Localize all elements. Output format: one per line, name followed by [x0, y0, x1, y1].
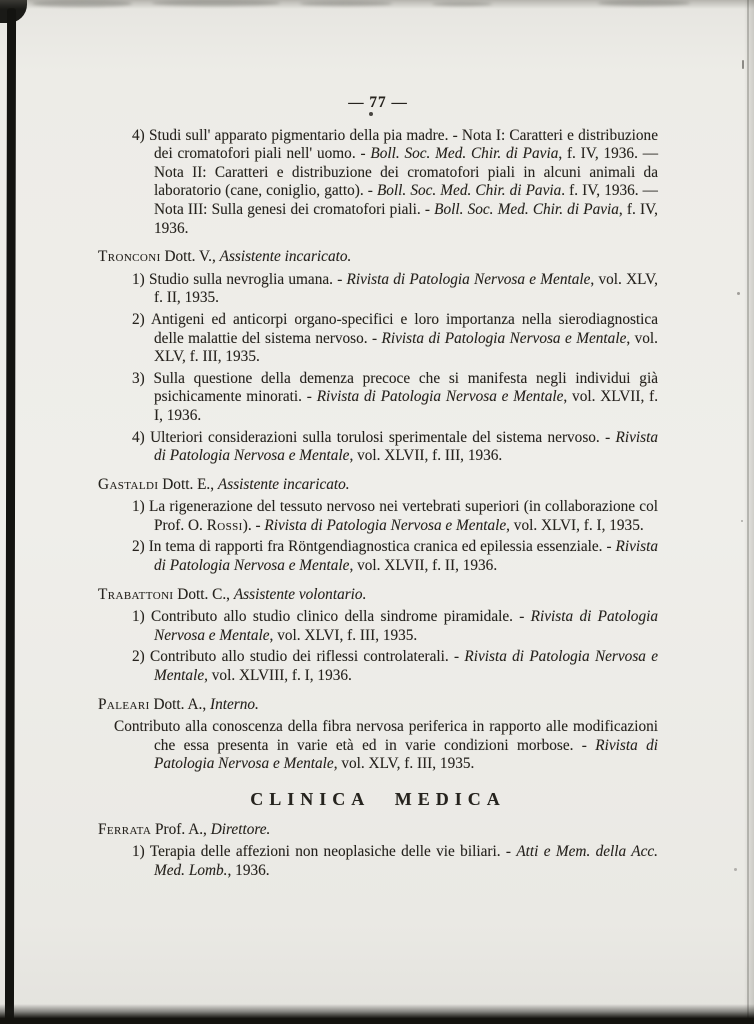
entry-group [98, 127, 658, 239]
author-heading [98, 248, 658, 267]
text-segment: Boll. Soc. Med. Chir. di Pavia [376, 182, 562, 200]
bibliography-entry [98, 843, 658, 880]
text-segment: Rivista di Patologia Nervosa e Mentale [346, 270, 591, 288]
entry-group [98, 608, 658, 685]
text-segment: Assistente volontario. [233, 585, 367, 603]
bibliography-entry [98, 311, 658, 367]
text-segment: Paleari [98, 695, 150, 713]
entry-group [98, 498, 658, 575]
text-segment: Rivista di Patologia Nervosa e Mentale [264, 516, 507, 534]
text-segment: ). - [242, 516, 265, 534]
text-segment: , vol. XLV, f. III, 1935. [333, 755, 475, 773]
text-segment: , vol. XLV, f. II, 1935. [154, 270, 658, 307]
text-segment: Trabattoni [98, 585, 174, 603]
text-segment: . f. IV, 1936. — Nota III: Sulla genesi dei cromatofori piali. - [154, 182, 658, 218]
text-segment: Rossi [206, 516, 243, 534]
entry-group [98, 843, 658, 880]
text-segment: La rigenerazione del tessuto nervoso nei vertebrati superiori (in collaborazione col Prof. O. [149, 498, 658, 534]
text-segment: Ferrata [98, 820, 152, 838]
text-segment: In tema di rapporti fra Röntgendiagnostica cranica ed epilessia essenziale. - [148, 538, 616, 556]
text-segment: , f. IV, 1936. — Nota II: Caratteri e distribuzione dei cromatofori piali in alcuni animali da laboratorio (cane, coniglio, gatto). - [154, 145, 658, 200]
text-segment: , vol. XLVI, f. I, 1935. [506, 516, 644, 534]
text-segment: Tronconi [98, 248, 161, 266]
text-segment: Rivista di Patologia Nervosa e Mentale [381, 329, 627, 347]
entry-number: 1) [132, 608, 152, 626]
text-segment: Rivista di Patologia Nervosa e Mentale [154, 648, 658, 685]
text-segment: Assistente incaricato. [217, 475, 350, 493]
page-content [98, 127, 658, 881]
bibliography-entry [98, 429, 658, 466]
entry-number: 1) [132, 843, 150, 861]
ink-speck [737, 292, 740, 295]
ink-dot [369, 112, 373, 116]
text-segment: Dott. C., [173, 585, 234, 603]
bibliography-entry [98, 370, 658, 426]
text-segment: Interno. [209, 695, 259, 713]
text-segment: Direttore. [210, 820, 271, 838]
author-heading [98, 586, 658, 605]
page-number: — 77 — [348, 94, 408, 111]
publication-paragraph [98, 718, 658, 774]
text-segment: , vol. XLVIII, f. I, 1936. [204, 667, 352, 685]
text-segment: Sulla questione della demenza precoce che si manifesta negli individui già psichicamente minorati. - [153, 369, 658, 406]
entry-number: 2) [132, 538, 149, 556]
text-segment: Antigeni ed anticorpi organo-specifici e loro importanza nella sierodiagnostica delle malattie del sistema nervoso. - [150, 310, 658, 347]
bibliography-entry [98, 538, 658, 575]
text-segment: Contributo allo studio clinico della sindrome piramidale. - [151, 608, 531, 626]
text-segment: Boll. Soc. Med. Chir. di Pavia [434, 200, 619, 218]
text-segment: , vol. XLVI, f. III, 1935. [269, 626, 418, 644]
entry-number: 3) [132, 369, 154, 387]
text-segment: Ulteriori considerazioni sulla torulosi sperimentale del sistema nervoso. - [150, 428, 616, 446]
text-segment: Assistente incaricato. [219, 248, 352, 266]
bibliography-entry [98, 127, 658, 239]
text-segment: , vol. XLVII, f. I, 1936. [154, 388, 659, 424]
entry-group [98, 271, 658, 466]
author-heading [98, 821, 658, 840]
text-segment: Rivista di Patologia Nervosa e Mentale [154, 736, 658, 773]
ink-speck [741, 520, 743, 522]
text-segment: Prof. A., [151, 820, 211, 838]
entry-number: 2) [132, 648, 151, 666]
text-segment: , f. IV, 1936. [154, 200, 658, 237]
entry-number: 4) [132, 126, 149, 144]
text-segment: , 1936. [227, 861, 270, 879]
bibliography-entry [98, 608, 658, 645]
bibliography-entry [98, 648, 658, 685]
text-segment: , vol. XLVII, f. II, 1936. [349, 557, 498, 575]
text-segment: Contributo alla conoscenza della fibra nervosa periferica in rapporto alle modificazioni che essa presenta in varie età ed in varie condizioni morbose. - [114, 718, 658, 754]
text-segment: Dott. E., [158, 475, 218, 493]
ink-speck [734, 868, 737, 871]
text-segment: Dott. V., [160, 248, 220, 266]
text-segment: Boll. Soc. Med. Chir. di Pavia [370, 145, 559, 163]
text-segment: Gastaldi [98, 475, 159, 493]
text-column [98, 94, 658, 883]
text-segment: Rivista di Patologia Nervosa e Mentale [316, 388, 564, 406]
bibliography-entry [98, 498, 658, 535]
text-segment: Studio sulla nevroglia umana. - [149, 270, 347, 288]
ink-speck [742, 60, 744, 69]
text-segment: Dott. A., [149, 695, 210, 713]
text-segment: Terapia delle affezioni non neoplasiche delle vie biliari. - [149, 843, 517, 861]
text-segment: Atti e Mem. della Acc. Med. Lomb. [154, 843, 659, 879]
text-segment: , vol. XLVII, f. III, 1936. [349, 447, 503, 465]
entry-number: 2) [132, 310, 151, 328]
text-segment: Rivista di Patologia Nervosa e Mentale [154, 608, 658, 644]
entry-number: 1) [132, 498, 150, 516]
entry-number: 1) [132, 270, 149, 288]
section-heading: CLINICA MEDICA [250, 789, 506, 809]
text-segment: Contributo allo studio dei riflessi controlaterali. - [150, 648, 465, 666]
text-segment: Studi sull' apparato pigmentario della pia madre. - Nota I: Caratteri e distribuzione dei cromatofori piali nell' uomo. - [148, 126, 658, 163]
author-heading [98, 476, 658, 495]
bibliography-entry [98, 271, 658, 308]
text-segment: Rivista di Patologia Nervosa e Mentale [154, 538, 658, 575]
author-heading [98, 696, 658, 715]
text-segment: Rivista di Patologia Nervosa e Mentale [154, 428, 658, 465]
text-segment: , vol. XLV, f. III, 1935. [154, 329, 658, 366]
entry-number: 4) [132, 428, 151, 446]
